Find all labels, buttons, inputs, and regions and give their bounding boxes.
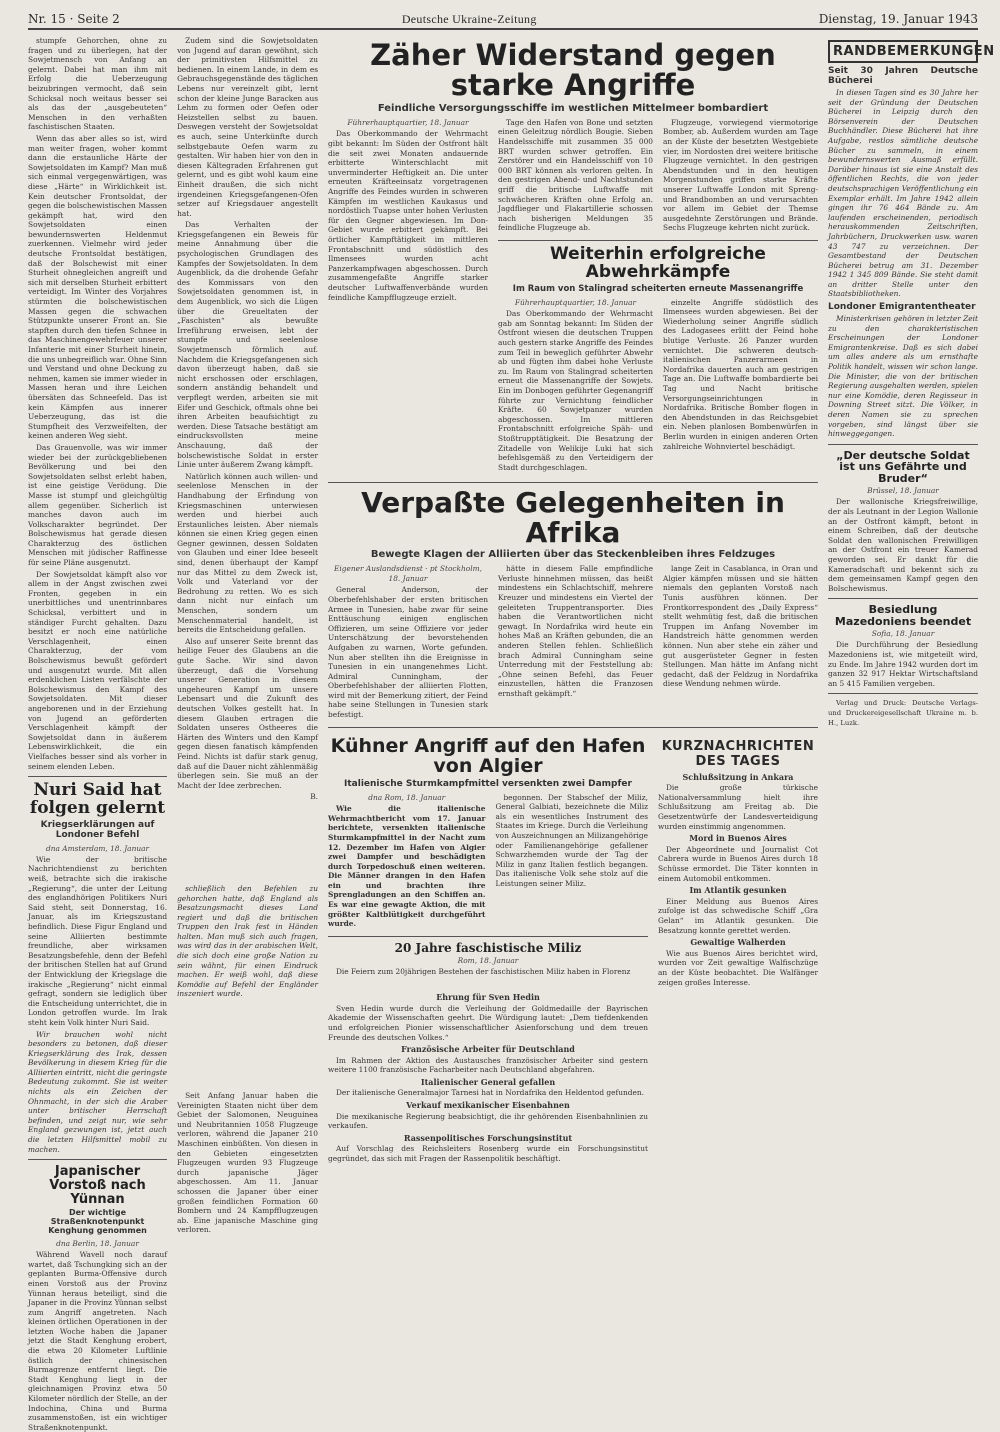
article-text: Ministerkrisen gehören in letzter Zeit zu den charakteristischen Erscheinungen der Londoner Emigrantenkreise. Daß es sich dabei um alles andere als um ernsthafte Politik handelt, wissen wir schon lange. Die Minister, die von der britischen Regierung ausgehalten werden, spielen nur eine Komödie, deren Regisseur in Downing Street sitzt. Die Völker, in deren Namen sie zu sprechen vorgeben, sind längst über sie hinweggegangen. (828, 314, 978, 439)
dateline: dna Rom, 18. Januar (368, 792, 446, 802)
subheadline-afrika: Bewegte Klagen der Alliierten über das Steckenbleiben ihres Feldzuges (370, 549, 776, 561)
headline-kurznachrichten: KURZNACHRICHTEN DES TAGES (661, 738, 815, 769)
headline-miliz: 20 Jahre faschistische Miliz (394, 940, 582, 955)
news-item (658, 886, 818, 935)
article-text: In diesen Tagen sind es 30 Jahre her seit der Gründung der Deutschen Bücherei in Leipzig durch den Börsenverein der Deutschen Buchhändler. Diese Bücherei hat ihre Aufgabe, restlos sämtliche deutsche Bücher zu sammeln, in einem bewundernswerten Ausmaß erfüllt. Darüber hinaus ist sie eine Anstalt des öffentlichen Rechts, die von jeder deutschsprachigen Veröffentlichung ein Exemplar erhält. Im Jahre 1942 allein gingen ihr 76 464 Bände zu. Am laufenden erscheinenden, periodisch herauskommenden Zeitschriften, Jahrbüchern, Druckwerken usw. waren 43 747 zu verzeichnen. Der Gesamtbestand der Deutschen Bücherei betrug am 31. Dezember 1942 1 345 809 Bände. Sie steht damit an dritter Stelle unter den Staatsbibliotheken. (828, 88, 978, 299)
news-item-text: Die große türkische Nationalversammlung hielt ihre Schlußsitzung am Freitag ab. Die Gesetzentwürfe der Landesverteidigung wurden einstimmig angenommen. (658, 783, 818, 831)
news-item-text: Die mexikanische Regierung beabsichtigt, die ihr gehörenden Eisenbahnlinien zu verkaufen. (328, 1111, 648, 1131)
randbemerkungen-title: RANDBEMERKUNGEN (828, 40, 978, 63)
news-item (658, 834, 818, 883)
issue-number: Nr. 15 · Seite 2 (28, 12, 120, 26)
subheadline-algier: Italienische Sturmkampfmittel versenkten zwei Dampfer (344, 778, 632, 789)
newspaper-name: Deutsche Ukraine-Zeitung (401, 12, 537, 26)
news-item-title: Französische Arbeiter für Deutschland (401, 1044, 575, 1055)
dateline: Führerhauptquartier, 18. Januar (514, 297, 637, 307)
headline-mazedonien: Besiedlung Mazedoniens beendet (834, 603, 972, 628)
article-text: Flugzeuge, vorwiegend viermotorige Bomber, ab. Außerdem wurden am Tage an der Küste der besetzten Westgebiete vier, im Nordosten drei weitere britische Flugzeuge vernichtet. In den gestrigen Abendstunden und in den heutigen Morgenstunden griffen starke Kräfte unserer Luftwaffe London mit Spreng- und Brandbomben an und verursachten vor allem im Gebiet der Themse ausgedehnte Zerstörungen und Brände. Sechs Flugzeuge kehrten nicht zurück. (663, 117, 818, 233)
news-item-title: Im Atlantik gesunken (689, 885, 787, 896)
news-item-text: Sven Hedin wurde durch die Verleihung der Goldmedaille der Bayrischen Akademie der Wissenschaften geehrt. Die Würdigung lautet: „Dem tiefdenkenden und erfolgreichen Pionier wissenschaftlicher Asienforschung und dem treuen Freunde des deutschen Volkes.“ (328, 1003, 648, 1042)
article-text: Der wallonische Kriegsfreiwillige, der als Leutnant in der Legion Wallonie an der Ostfront kämpft, betont in einem Schreiben, daß der deutsche Soldat den wallonischen Freiwilligen an der Ostfront ein treuer Kamerad geworden sei. Er dankt für die Kameradschaft und bekennt sich zu dem gemeinsamen Kampf gegen den Bolschewismus. (828, 497, 978, 593)
news-item-text: Einer Meldung aus Buenos Aires zufolge ist das schwedische Schiff „Gra Gelan“ im Atlantik gesunken. Die Besatzung konnte gerettet werden. (658, 896, 818, 935)
news-item-text: Der italienische Generalmajor Tarnesi hat in Nordafrika den Heldentod gefunden. (336, 1088, 644, 1098)
article-text: Natürlich können auch willen- und seelenlose Menschen in der Handhabung der Erfindung von Kriegsmaschinen unterwiesen werden und hierbei auch Erstaunliches leisten. Aber niemals können sie einen Krieg gegen einen Gegner gewinnen, dessen Soldaten von Glauben und einer Idee beseelt sind, denen überhaupt der Kampf nur das Mittel zu dem Zweck ist, Volk und Vaterland vor der Bedrohung zu retten. Wo es sich dann nicht nur einfach um Menschen, sondern um Menschenmaterial handelt, ist bereits die Entscheidung gefallen. (177, 471, 318, 635)
article-text: Tage den Hafen von Bone und setzten einen Geleitzug nördlich Bougie. Sieben Handelsschiffe mit zusammen 35 000 BRT wurden schwer getroffen. Ein Zerstörer und ein Handelsschiff von 10 000 BRT können als verloren gelten. In den gestrigen Abend- und Nachtstunden griff die britische Luftwaffe mit schwächeren Kräften ohne Erfolg an. Jagdflieger und Flakartillerie schossen nach bisherigen Meldungen 35 feindliche Flugzeuge ab. (498, 117, 653, 233)
news-item (658, 938, 818, 987)
article-text: Wie die italienische Wehrmachtbericht vom 17. Januar berichtete, versenkten italienische Sturmkampfmittel in der Nacht zum 12. Dezember im Hafen von Algier zwei Dampfer und beschädigten durch Torpedoschuß einen weiteren. Die Männer drangen in den Hafen ein und brachten ihre Sprengladungen an den Schiffen an. Es war eine gewagte Aktion, die mit größter Kaltblütigkeit durchgeführt wurde. (328, 804, 486, 929)
news-item (658, 773, 818, 832)
news-item-title: Rassenpolitisches Forschungsinstitut (403, 1132, 573, 1143)
subheadline-stalingrad: Im Raum von Stalingrad scheiterten erneute Massenangriffe (512, 283, 804, 294)
article-text: Der Sowjetsoldat kämpft also vor allem in der Angst zwischen zwei Fronten, gegeben in ein unerbittliches und unentrinnbares Schicksal, verbittert und in ständiger Furcht gehalten. Dazu besitzt er noch eine natürliche Verschlagenheit, einen Charakterzug, der vom Bolschewismus bewußt gefördert und ausgenutzt wurde. Mit allen erdenklichen Listen verfälschte der Bolschewismus den Kampf des Sowjetsoldaten. Mit dieser angeborenen und in der Erziehung von Jugend an geförderten Verschlagenheit kämpft der Sowjetsoldat dann in äußerem Lebenswirklichkeit, die ein Vielfaches besser sind als vorher in seinem elenden Leben. (28, 569, 168, 771)
dateline: dna Berlin, 18. Januar (56, 1239, 139, 1249)
headline-zaeher-widerstand: Zäher Widerstand gegen starke Angriffe (370, 38, 776, 103)
article-text: Seit Anfang Januar haben die Vereinigten Staaten nicht über dem Gebiet der Salomonen, Neuguinea und Neubritannien 1058 Flugzeuge verloren, während die Japaner 210 Maschinen einbüßten. Von diesen in den Gebieten eingesetzten Flugzeugen wurden 93 Flugzeuge durch japanische Jäger abgeschossen. Am 11. Januar schossen die Japaner über einer großen feindlichen Formation 60 Bombern und 24 Kampfflugzeugen ab. Eine japanische Maschine ging verloren. (177, 1091, 318, 1235)
news-item-text: Der Abgeordnete und Journalist Cot Cabrera wurde in Buenos Aires durch 18 Schüsse ermordet. Die Täter konnten in einem Automobil entkommen. (658, 844, 818, 883)
article-text: Während Wavell noch darauf wartet, daß Tschungking sich an der geplanten Burma-Offensive durch einen Vorstoß aus der Provinz Yünnan heraus beteiligt, sind die Japaner in die Provinz Yünnan selbst zum Angriff angetreten. Nach kleinen örtlichen Operationen in der letzten Woche haben die Japaner jetzt die Stadt Kenghung erobert, die etwa 20 Kilometer Luftlinie östlich der chinesischen Burmagrenze entfernt liegt. Die Stadt Kenghung liegt in der gleichnamigen Provinz etwa 50 Kilometer nördlich der Stelle, an der Indochina, China und Burma zusammenstoßen, ist ein wichtiger Straßenknotenpunkt. (28, 1250, 168, 1432)
issue-date: Dienstag, 19. Januar 1943 (818, 12, 978, 26)
article-text: Wir brauchen wohl nicht besonders zu betonen, daß dieser Kriegserklärung des Irak, dessen Bevölkerung in diesem Krieg für die Alliierten eintritt, nicht die geringste Bedeutung zukommt. Sie ist weiter nichts als ein Zeichen der Ohnmacht, in der sich die Araber unter britischer Herrschaft befinden, und zeigt nur, wie sehr England gezwungen ist, jetzt auch die letzten Hilfsmittel mobil zu machen. (28, 1029, 168, 1154)
column-1 (28, 36, 168, 1432)
news-item-title: Italienischer General gefallen (420, 1076, 556, 1087)
side-headline: Londoner Emigrantentheater (828, 302, 976, 313)
news-item (328, 1134, 648, 1164)
news-item-title: Mord in Buenos Aires (689, 833, 787, 844)
dateline: Führerhauptquartier, 18. Januar (347, 117, 469, 127)
news-item-text: Im Rahmen der Aktion des Austausches französischer Arbeiter sind gestern weitere 1100 französische Facharbeiter nach Deutschland abgefahren. (328, 1055, 648, 1075)
news-item (328, 993, 648, 1042)
subheadline-japan: Der wichtige Straßenknotenpunkt Kenghung genommen (48, 1208, 147, 1236)
headline-deutscher-soldat: „Der deutsche Soldat ist uns Gefährte und Bruder“ (836, 448, 970, 485)
article-text: begonnen. Der Stabschef der Miliz, General Galbiati, bezeichnete die Miliz als ein wesentliches Instrument des Staates im Kriege. Durch die Verleihung von Auszeichnungen an Milizangehörige oder Familienangehörige gefallener Schwarzhemden wurde der Tag der Miliz in ganz Italien festlich begangen. Das italienische Volk sehe stolz auf die Leistungen seiner Miliz. (495, 792, 648, 888)
article-text: Wenn das aber alles so ist, wird man weiter fragen, woher kommt dann die erstaunliche Härte der Sowjetsoldaten im Kampf? Man muß sich einmal vergegenwärtigen, was diese „Härte“ in Wirklichkeit ist. Kein deutscher Frontsoldat, der gegen die bolschewistischen Massen gekämpft hat, wird den Sowjetsoldaten einen bewundernswerten Heldenmut zuerkennen. Vielmehr wird jeder deutsche Frontsoldat bestätigen, daß der Bolschewist mit einer Sturheit ohnegleichen angreift und sich mit derselben Sturheit erbittert verteidigt. Im Winter des Vorjahres stürmten die bolschewistischen Massen gegen die schwachen Stützpunkte unserer Front an. Sie stapften durch den tiefen Schnee in das Maschinengewehrfeuer unserer Infanterie mit einer Sturheit hinein, die uns unbegreiflich war. Ohne Sinn und Verstand und ohne Deckung zu nehmen, kamen sie immer wieder in Massen heran und ihre Leichen übersäten das Schneefeld. Das ist kein Kämpfen aus innerer Ueberzeugung, das ist die Stumpfheit des Verzweifelten, der keinen anderen Weg sieht. (28, 133, 168, 441)
subheadline-versorgungsschiffe: Feindliche Versorgungsschiffe im westlichen Mittelmeer bombardiert (377, 102, 769, 114)
article-text: Die Feiern zum 20jährigen Bestehen der faschistischen Miliz haben in Florenz (336, 967, 631, 977)
dateline: dna Amsterdam, 18. Januar (46, 843, 150, 853)
article-text: Wie der britische Nachrichtendienst zu berichten weiß, betrachte sich die irakische „Regierung“, die unter der Leitung des englandhörigen Politikers Nuri Said steht, seit Donnerstag, 16. Januar, als im Kriegszustand befindlich. Diese Figur England und seine Alliierten bestimmte freundliche, aber wirksamen Besatzungsbefehle, denn der Befehl der britischen Stellen hat auf Grund der Entwicklung der Kriegslage die irakische „Regierung“ nicht einmal gefragt, sondern sie lediglich über die Entscheidung unterrichtet, die in London getroffen wurde. Im Irak steht kein Volk hinter Nuri Said. (28, 854, 168, 1027)
article-text: Die Durchführung der Besiedlung Mazedoniens ist, wie mitgeteilt wird, zu Ende. Im Jahre 1942 wurden dort im ganzen 32 917 Hektar Wirtschaftsland an 5 415 Familien vergeben. (828, 640, 978, 688)
news-item-title: Gewaltige Walherden (690, 937, 786, 948)
dateline: Brüssel, 18. Januar (867, 486, 939, 496)
article-text: einzelte Angriffe südöstlich des Ilmensees wurden abgewiesen. Bei der Wiederholung seiner Angriffe südlich des Ladogasees erlitt der Feind hohe blutige Verluste. 26 Panzer wurden vernichtet. Die schweren deutsch-italienischen Panzerarmeen in Nordafrika dauerten auch am gestrigen Tage an. Die Luftwaffe bombardierte bei Tag und Nacht britische Versorgungseinrichtungen in Nordafrika. Britische Bomber flogen in den Abendstunden in das Reichsgebiet ein. Neben planlosen Bombenwürfen in Berlin wurden in einigen anderen Orten zahlreiche Wohnviertel beschädigt. (663, 297, 818, 451)
article-text: lange Zeit in Casablanca, in Oran und Algier kämpfen müssen und sie hätten niemals den geplanten Vorstoß nach Tunis ausführen können. Der Frontkorrespondent des „Daily Express“ stellt wehmütig fest, daß die britischen Truppen im Anfang November im Handstreich hätte genommen werden können. Nun aber stehe ein zäher und gut ausgerüsteter Gegner in festen Stellungen. Man hätte im Anfang nicht gedacht, daß der Feldzug in Nordafrika diese Wendung nehmen würde. (663, 564, 818, 689)
main-columns (328, 36, 818, 1426)
news-item-text: Wie aus Buenos Aires berichtet wird, wurden vor Zeit gewaltige Walfischzüge an der Küste beobachtet. Die Walfänger zeigen großes Interesse. (658, 948, 818, 987)
masthead (28, 0, 978, 30)
author-sign: B. (310, 792, 318, 802)
news-item-title: Ehrung für Sven Hedin (436, 992, 540, 1003)
column-2 (177, 36, 318, 1426)
news-item (328, 1101, 648, 1131)
news-item-text: Auf Vorschlag des Reichsleiters Rosenberg wurde ein Forschungsinstitut gegründet, das sich mit Fragen der Rassenpolitik beschäftigt. (328, 1144, 648, 1164)
news-item (328, 1045, 648, 1075)
headline-afrika: Verpaßte Gelegenheiten in Afrika (361, 486, 785, 549)
headline-abwehrkaempfe: Weiterhin erfolgreiche Abwehrkämpfe (550, 244, 766, 282)
article-text: Also auf unserer Seite brennt das heilige Feuer des Glaubens an die gute Sache. Wir sind davon überzeugt, daß die Vorsehung unserer Generation in diesem ungeheuren Kampf um unsere Lebensart und die Zukunft des deutschen Volkes gestellt hat. In diesem Glauben ertragen die Soldaten unseres Ostheeres die Härten des Winters und den Kampf gegen diesen fanatisch kämpfenden Feind. Nichts ist dafür stark genug, daß auf die Dauer nicht zählenmäßig überlegen sein. Sie muß an der Macht der Idee zerbrechen. (177, 636, 318, 790)
article-text: Das Verhalten der Kriegsgefangenen ein Beweis für meine Annahmung über die psychologischen Grundlagen des Kampfes der Sowjetsoldaten. In dem Augenblick, da die drohende Gefahr des Kommissars von den Sowjetsoldaten genommen ist, in dem Augenblick, wo sich die Lügen über die Greueltaten der „Faschisten“ als bewußte Irreführung erweisen, lebt der stumpfe und seelenlose Sowjetmensch förmlich auf. Nachdem die Kriegsgefangenen sich davon überzeugt haben, daß sie nicht erschossen oder erschlagen, sondern anständig behandelt und verpflegt werden, arbeiten sie mit Eifer und Geschick, oftmals ohne bei ihren Arbeiten beaufsichtigt zu werden. Diese Tatsache bestätigt am eindrucksvollsten meine Anschauung, daß der bolschewistische Soldat in erster Linie unter äußerem Zwang kämpft. (177, 220, 318, 470)
dateline: Rom, 18. Januar (457, 956, 519, 966)
news-item-title: Verkauf mexikanischer Eisenbahnen (406, 1100, 570, 1111)
column-randbemerkungen (828, 36, 995, 1426)
article-text: General Anderson, der Oberbefehlshaber der ersten britischen Armee in Tunesien, habe zwar für seine Enttäuschung einigen englischen Offizieren, um seine Offiziere vor jeder Unterschätzung der bevorstehenden Aufgaben zu warnen, Worte gefunden. Nun aber stellten ihn die Ereignisse in Tunesien in ein unangenehmes Licht. Admiral Cunningham, der Oberbefehlshaber der alliierten Flotten, wird mit der Bemerkung zitiert, der Feind habe seine Stellungen in Tunesien stark befestigt. (328, 585, 488, 720)
article-text: Das Grauenvolle, was wir immer wieder bei der zurückgebliebenen Bevölkerung und bei den Sowjetsoldaten selbst erlebt haben, ist eine geistige Verödung. Die Masse ist stumpf und gleichgültig allem gegenüber. Sicherlich ist manches davon auch im Volkscharakter begründet. Der Bolschewismus hat gerade diesen Charakterzug des östlichen Menschen mit jüdischer Raffinesse für seine Pläne ausgenutzt. (28, 442, 168, 568)
article-text: Das Oberkommando der Wehrmacht gab am Sonntag bekannt: Im Süden der Ostfront wiesen die deutschen Truppen auch gestern starke Angriffe des Feindes zum Teil in beweglich geführter Abwehr ab und fügten ihm dabei hohe Verluste zu. Im Raum von Stalingrad scheiterten erneut die Massenangriffe der Sowjets. Ein im Donbogen geführter Gegenangriff führte zur Vernichtung feindlicher Kräfte. 60 Sowjetpanzer wurden abgeschossen. Im mittleren Frontabschnitt erfolgreiche Späh- und Stoßtrupptätigkeit. Die Besatzung der Zitadelle von Welikije Luki hat sich befehlsgemäß zu den Verteidigern der Stadt durchgeschlagen. (498, 309, 653, 472)
side-headline: Seit 30 Jahren Deutsche Bücherei (828, 66, 978, 86)
subheadline-nuri-said: Kriegserklärungen auf Londoner Befehl (40, 819, 155, 840)
news-item (328, 1078, 648, 1098)
article-text: hätte in diesem Falle empfindliche Verluste hinnehmen müssen, das heißt mindestens ein Schlachtschiff, mehrere Kreuzer und mindestens ein Viertel der geleiteten Truppentransporter. Dies haben die Verantwortlichen nicht gewagt. In Nordafrika wird heute ein hohes Maß an Kräften gebunden, die an anderen Stellen fehlen. Schließlich brach Admiral Cunningham seine Unterredung mit der Feststellung ab: „Ohne seinen Befehl, das Feuer einzustellen, hätten die Franzosen ernsthaft gekämpft.“ (498, 564, 653, 698)
article-text: Das Oberkommando der Wehrmacht gibt bekannt: Im Süden der Ostfront hält die seit zwei Monaten andauernde erbitterte Winterschlacht mit unverminderter Heftigkeit an. Die unter erneuten Kräfteeinsatz vorgetragenen Angriffe des Feindes wurden in schweren Kämpfen im westlichen Kaukasus und nordöstlich Tuapse unter hohen Verlusten für den Gegner abgewiesen. Im Don-Gebiet wurde erbittert gekämpft. Bei örtlicher Kampftätigkeit im mittleren Frontabschnitt und südöstlich des Ilmensees wurden acht Panzerkampfwagen abgeschossen. Durch zusammengefaßte Angriffe starker deutscher Luftwaffenverbände wurden feindliche Kampfflugzeuge erzielt. (328, 129, 488, 302)
headline-japan: Japanischer Vorstoß nach Yünnan (49, 1164, 146, 1207)
article-text: schließlich den Befehlen zu gehorchen hatte, daß England als Besatzungsmacht dieses Land regiert und daß die britischen Truppen den Irak fest in Händen halten. Man muß sich auch fragen, was wird das in der arabischen Welt, die sich doch eine große Nation zu sein wähnt, für einen Eindruck machen. Er weiß wohl, daß diese Komödie auf Befehl der Engländer inszeniert wurde. (177, 883, 318, 999)
article-text: stumpfe Gehorchen, ohne zu fragen und zu überlegen, hat der Sowjetmensch von Anfang an gelernt. Dabei hat man ihm mit Erfolg die Ueberzeugung beizubringen vermocht, daß sein Schicksal noch weitaus besser sei als das der „ausgebeuteten“ Menschen in den verhaßten faschistischen Staaten. (28, 36, 168, 132)
headline-algier: Kühner Angriff auf den Hafen von Algier (330, 734, 646, 777)
dateline: Eigener Auslandsdienst · pt Stockholm, 18. Januar (334, 564, 482, 583)
dateline: Sofia, 18. Januar (871, 629, 935, 639)
news-item-title: Schlußsitzung in Ankara (682, 771, 794, 782)
imprint: Verlag und Druck: Deutsche Verlags- und Druckereigesellschaft Ukraine m. b. H., Luzk. (828, 699, 978, 727)
article-text: Zudem sind die Sowjetsoldaten von Jugend auf daran gewöhnt, sich der primitivsten Hilfsmittel zu bedienen. In einem Lande, in dem es Gebrauchsgegenstände des täglichen Lebens nur vereinzelt gibt, lernt schon der kleine Junge Baracken aus Lehm zu formen oder Oefen oder Heizstellen selbst zu bauen. Deswegen versteht der Sowjetsoldat es auch, seine Unterkünfte durch selbstgebaute Oefen warm zu gestalten. Wir haben hier von den in diesen Kältegraden Erfahrenen gut gelernt, und es gibt wohl kaum eine Einheit draußen, die sich nicht irgendeinen Kriegsgefangenen-Ofen setzer auf Kriegsdauer angestellt hat. (177, 36, 318, 218)
headline-nuri-said: Nuri Said hat folgen gelernt (29, 780, 166, 818)
